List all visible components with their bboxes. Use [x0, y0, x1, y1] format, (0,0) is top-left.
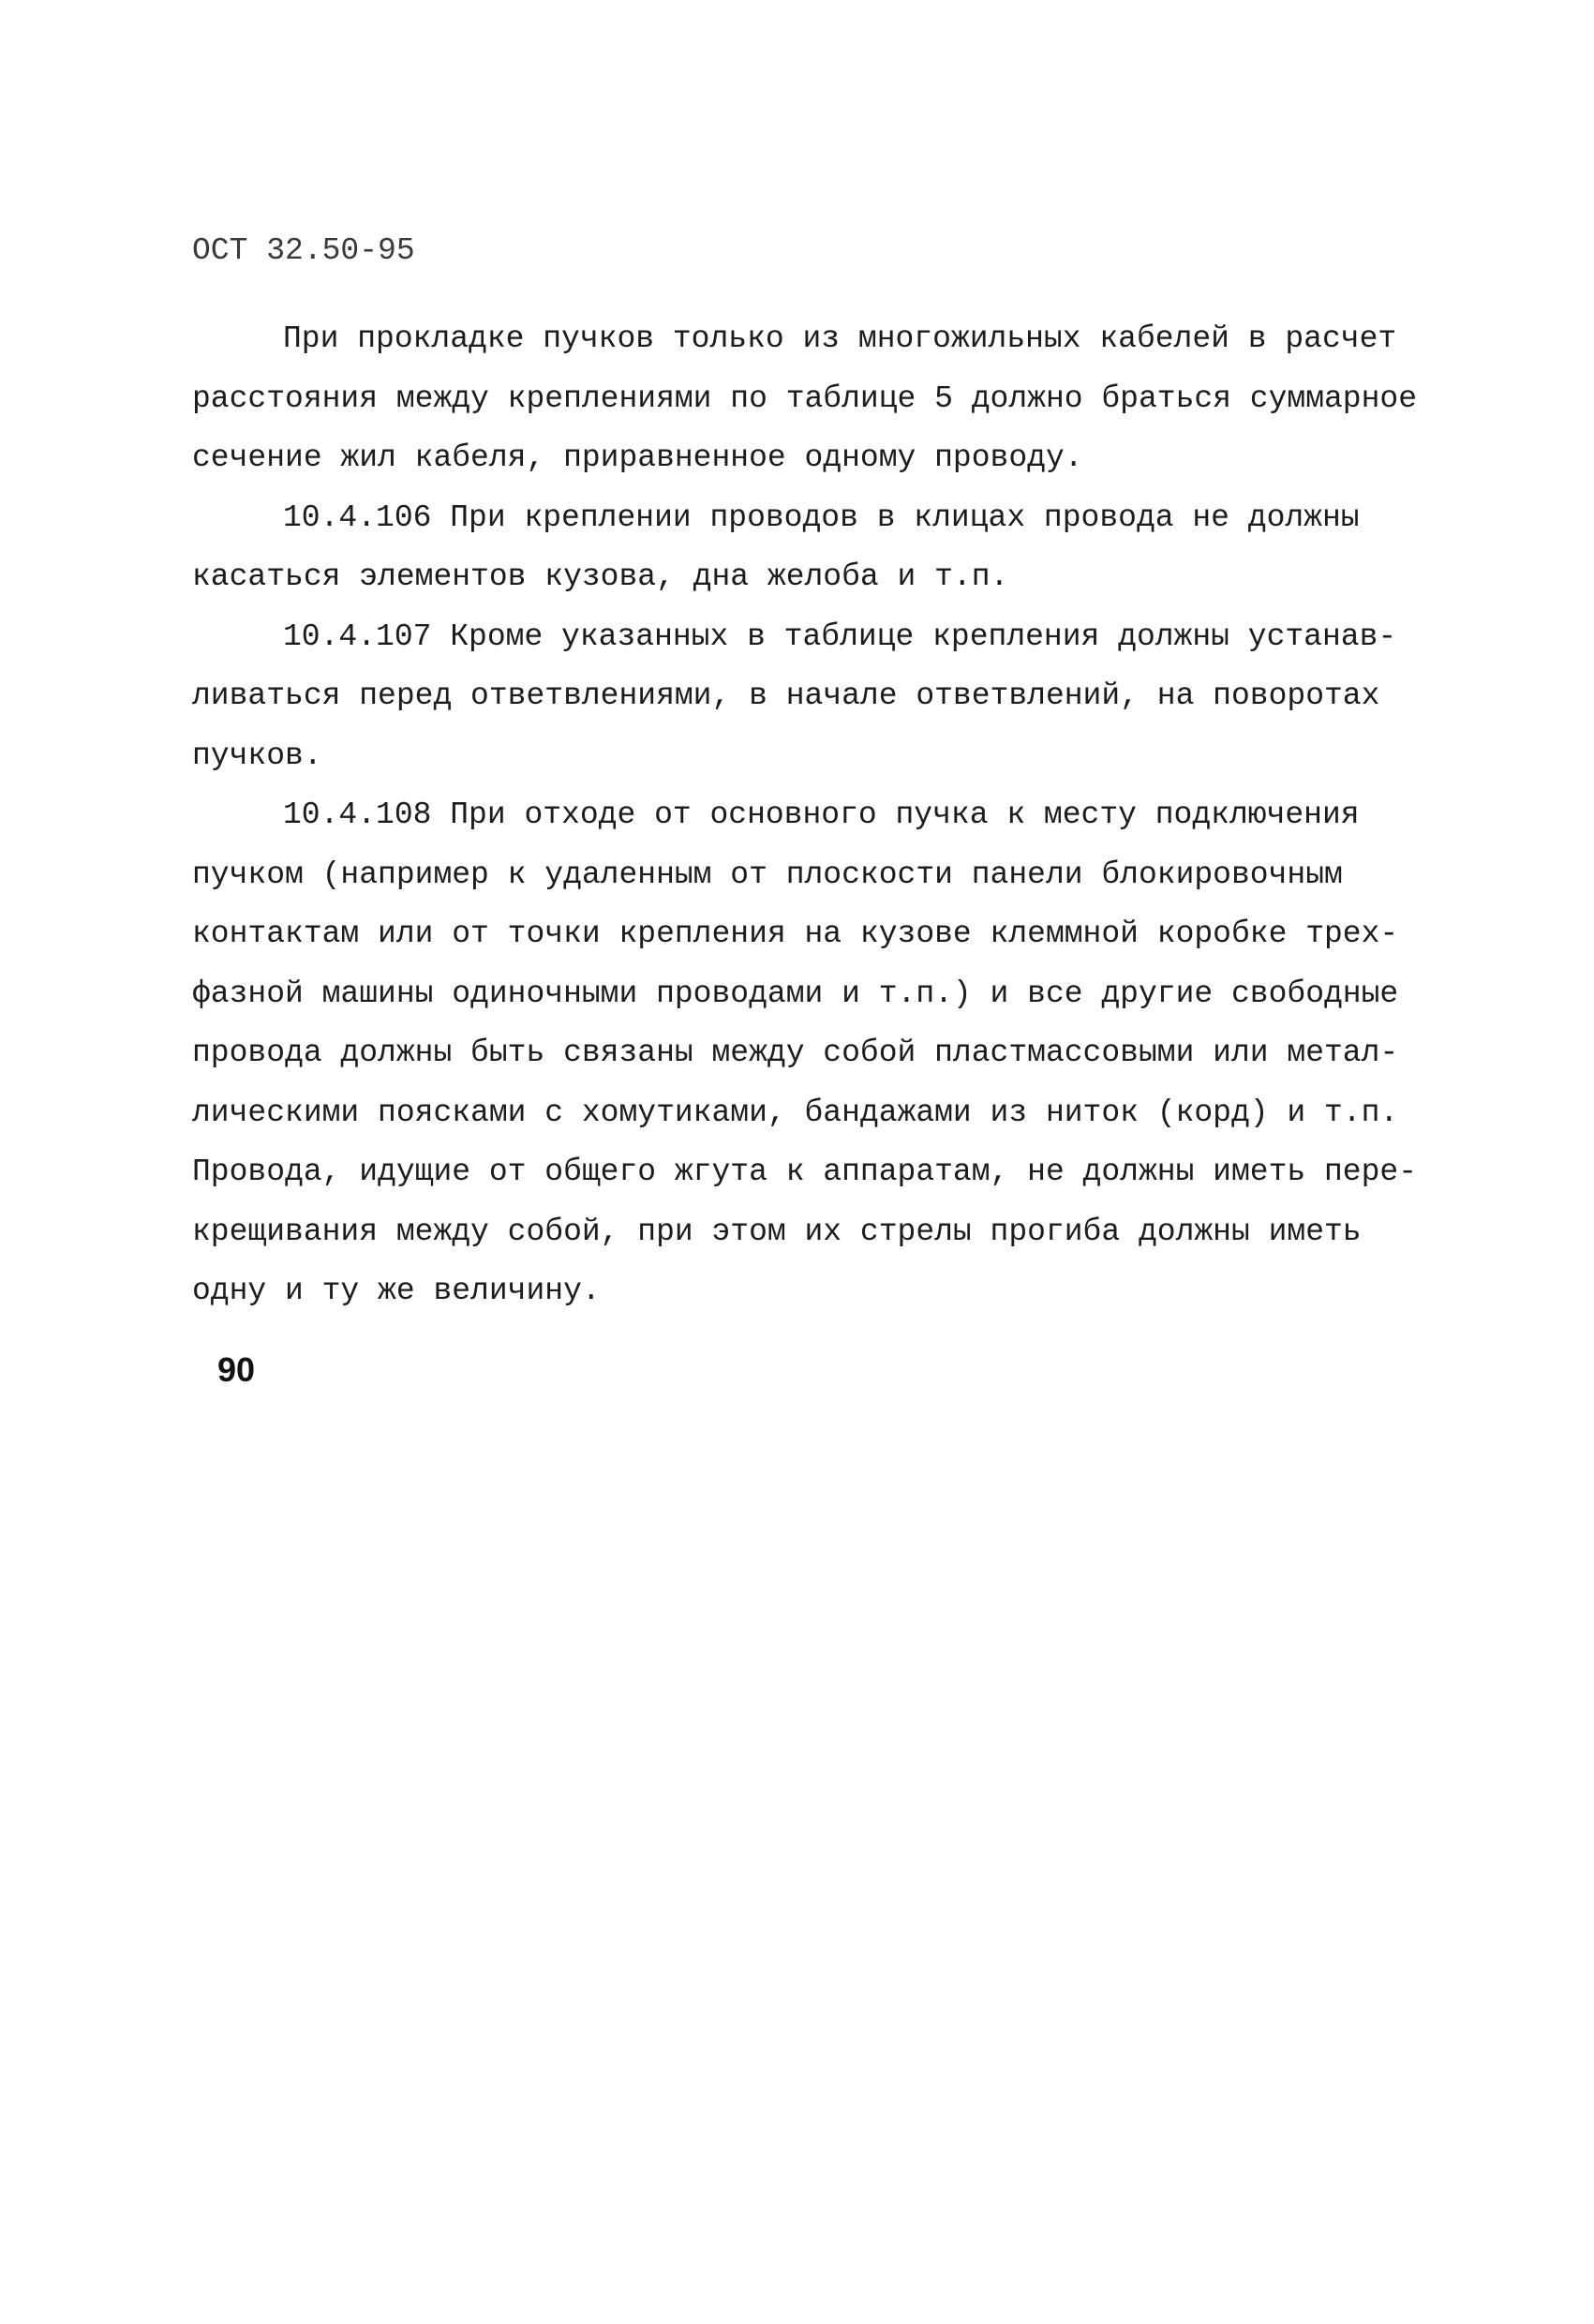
- paragraph-10-4-107: [192, 607, 1410, 786]
- text-line: крещивания между собой, при этом их стрелы прогиба должны иметь: [192, 1214, 1362, 1249]
- paragraph-cable-bundles: [192, 309, 1418, 488]
- text-line: пучком (например к удаленным от плоскости панели блокировочным: [192, 857, 1343, 892]
- text-line: расстояния между креплениями по таблице 5 должно браться суммарное: [192, 380, 1418, 416]
- text-line: ливаться перед ответвлениями, в начале ответвлений, на поворотах: [192, 678, 1380, 713]
- text-line: лическими поясками с хомутиками, бандажами из ниток (корд) и т.п.: [192, 1095, 1399, 1130]
- page-number: 90: [217, 1350, 256, 1389]
- text-line: фазной машины одиночными проводами и т.п.) и все другие свободные: [192, 976, 1399, 1011]
- text-line: провода должны быть связаны между собой пластмассовыми или метал-: [192, 1035, 1399, 1070]
- text-line: При прокладке пучков только из многожильных кабелей в расчет: [283, 321, 1397, 356]
- text-line: 10.4.107 Кроме указанных в таблице крепления должны устанав-: [283, 618, 1397, 654]
- text-line: контактам или от точки крепления на кузове клеммной коробке трех-: [192, 916, 1399, 951]
- text-line: пучков.: [192, 737, 322, 773]
- text-line: одну и ту же величину.: [192, 1274, 601, 1308]
- document-code: ОСТ 32.50-95: [192, 233, 415, 268]
- text-line: 10.4.106 При креплении проводов в клицах провода не должны: [283, 499, 1360, 535]
- body-text: [192, 309, 1418, 1321]
- text-line: сечение жил кабеля, приравненное одному проводу.: [192, 440, 1083, 475]
- paragraph-10-4-106: [192, 488, 1410, 607]
- text-line: Провода, идущие от общего жгута к аппаратам, не должны иметь пере-: [192, 1155, 1418, 1189]
- text-line: касаться элементов кузова, дна желоба и т.п.: [192, 559, 1009, 594]
- text-line: 10.4.108 При отходе от основного пучка к месту подключения: [283, 797, 1360, 832]
- paragraph-10-4-108: [192, 785, 1418, 1321]
